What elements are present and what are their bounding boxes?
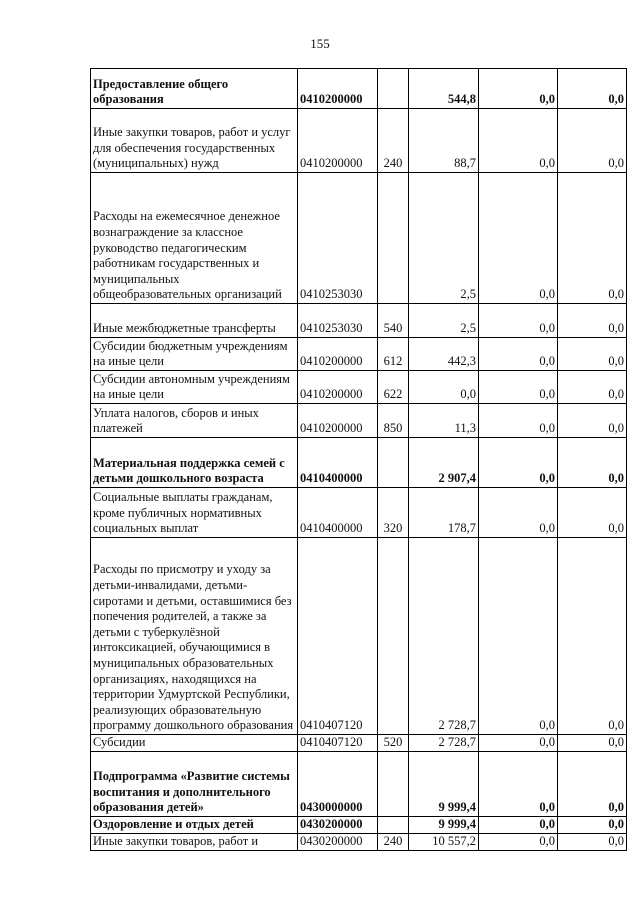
row-code: 0410407120 (298, 735, 378, 752)
row-code: 0410200000 (298, 109, 378, 173)
table-row (91, 404, 627, 438)
table-row (91, 538, 627, 735)
row-value-year1: 10 557,2 (409, 834, 479, 851)
row-value-year2: 0,0 (479, 538, 558, 735)
row-value-year2: 0,0 (479, 69, 558, 109)
row-name: Предоставление общего образования (91, 69, 298, 109)
row-value-year2: 0,0 (479, 488, 558, 538)
row-code: 0410253030 (298, 304, 378, 338)
row-value-year1: 9 999,4 (409, 752, 479, 817)
row-expense-type (378, 817, 409, 834)
row-expense-type (378, 69, 409, 109)
row-code: 0410200000 (298, 371, 378, 404)
row-expense-type (378, 752, 409, 817)
row-expense-type: 240 (378, 834, 409, 851)
row-value-year1: 11,3 (409, 404, 479, 438)
table-row (91, 488, 627, 538)
row-expense-type: 850 (378, 404, 409, 438)
row-expense-type: 622 (378, 371, 409, 404)
row-name: Иные закупки товаров, работ и услуг для обеспечения государственных (муниципальных) нужд (91, 109, 298, 173)
table-row (91, 834, 627, 851)
row-name: Расходы по присмотру и уходу за детьми-инвалидами, детьми-сиротами и детьми, оставшимися без попечения родителей, а также за детьми с туберкулёзной интоксикацией, обучающимися в муниципальных образовательных организациях, находящихся на территории Удмуртской Республики, реализующих образовательную программу дошкольного образования (91, 538, 298, 735)
row-value-year2: 0,0 (479, 173, 558, 304)
row-value-year3: 0,0 (558, 834, 627, 851)
row-value-year3: 0,0 (558, 404, 627, 438)
table-row (91, 735, 627, 752)
row-value-year1: 9 999,4 (409, 817, 479, 834)
row-value-year1: 2,5 (409, 304, 479, 338)
row-name: Социальные выплаты гражданам, кроме публичных нормативных социальных выплат (91, 488, 298, 538)
row-code: 0430200000 (298, 834, 378, 851)
row-value-year1: 2 907,4 (409, 438, 479, 488)
row-code: 0430200000 (298, 817, 378, 834)
row-value-year3: 0,0 (558, 735, 627, 752)
table-row (91, 438, 627, 488)
row-value-year3: 0,0 (558, 817, 627, 834)
row-value-year1: 2,5 (409, 173, 479, 304)
row-value-year2: 0,0 (479, 752, 558, 817)
row-code: 0410407120 (298, 538, 378, 735)
row-code: 0410400000 (298, 488, 378, 538)
row-expense-type: 520 (378, 735, 409, 752)
row-name: Материальная поддержка семей с детьми дошкольного возраста (91, 438, 298, 488)
row-expense-type: 320 (378, 488, 409, 538)
row-expense-type: 240 (378, 109, 409, 173)
row-expense-type (378, 438, 409, 488)
row-value-year1: 88,7 (409, 109, 479, 173)
row-name: Уплата налогов, сборов и иных платежей (91, 404, 298, 438)
row-value-year3: 0,0 (558, 538, 627, 735)
row-value-year2: 0,0 (479, 404, 558, 438)
row-value-year2: 0,0 (479, 304, 558, 338)
row-expense-type: 612 (378, 338, 409, 371)
table-row (91, 109, 627, 173)
row-value-year1: 0,0 (409, 371, 479, 404)
row-value-year2: 0,0 (479, 735, 558, 752)
row-value-year2: 0,0 (479, 817, 558, 834)
row-value-year2: 0,0 (479, 338, 558, 371)
page-number: 155 (310, 36, 330, 51)
row-code: 0410400000 (298, 438, 378, 488)
row-value-year1: 178,7 (409, 488, 479, 538)
row-name: Подпрограмма «Развитие системы воспитания и дополнительного образования детей» (91, 752, 298, 817)
row-name: Расходы на ежемесячное денежное вознаграждение за классное руководство педагогическим работникам государственных и муниципальных общеобразовательных организаций (91, 173, 298, 304)
row-name: Субсидии автономным учреждениям на иные цели (91, 371, 298, 404)
row-value-year3: 0,0 (558, 304, 627, 338)
row-value-year3: 0,0 (558, 109, 627, 173)
row-value-year2: 0,0 (479, 371, 558, 404)
row-expense-type (378, 173, 409, 304)
row-name: Иные межбюджетные трансферты (91, 304, 298, 338)
table-row (91, 338, 627, 371)
row-name: Субсидии (91, 735, 298, 752)
row-value-year1: 2 728,7 (409, 735, 479, 752)
budget-table (90, 68, 627, 851)
row-name: Оздоровление и отдых детей (91, 817, 298, 834)
row-value-year3: 0,0 (558, 371, 627, 404)
row-name: Субсидии бюджетным учреждениям на иные цели (91, 338, 298, 371)
row-value-year2: 0,0 (479, 109, 558, 173)
row-code: 0410200000 (298, 338, 378, 371)
row-code: 0430000000 (298, 752, 378, 817)
row-value-year3: 0,0 (558, 69, 627, 109)
row-name: Иные закупки товаров, работ и (91, 834, 298, 851)
row-value-year1: 544,8 (409, 69, 479, 109)
table-row (91, 69, 627, 109)
row-value-year2: 0,0 (479, 834, 558, 851)
row-value-year3: 0,0 (558, 752, 627, 817)
row-expense-type (378, 538, 409, 735)
row-value-year1: 2 728,7 (409, 538, 479, 735)
row-value-year2: 0,0 (479, 438, 558, 488)
row-value-year1: 442,3 (409, 338, 479, 371)
table-row (91, 304, 627, 338)
row-code: 0410200000 (298, 69, 378, 109)
row-value-year3: 0,0 (558, 488, 627, 538)
row-value-year3: 0,0 (558, 173, 627, 304)
table-row (91, 817, 627, 834)
table-row (91, 752, 627, 817)
row-value-year3: 0,0 (558, 338, 627, 371)
row-code: 0410200000 (298, 404, 378, 438)
table-body (91, 69, 627, 851)
row-code: 0410253030 (298, 173, 378, 304)
table-row (91, 371, 627, 404)
row-expense-type: 540 (378, 304, 409, 338)
table-row (91, 173, 627, 304)
row-value-year3: 0,0 (558, 438, 627, 488)
